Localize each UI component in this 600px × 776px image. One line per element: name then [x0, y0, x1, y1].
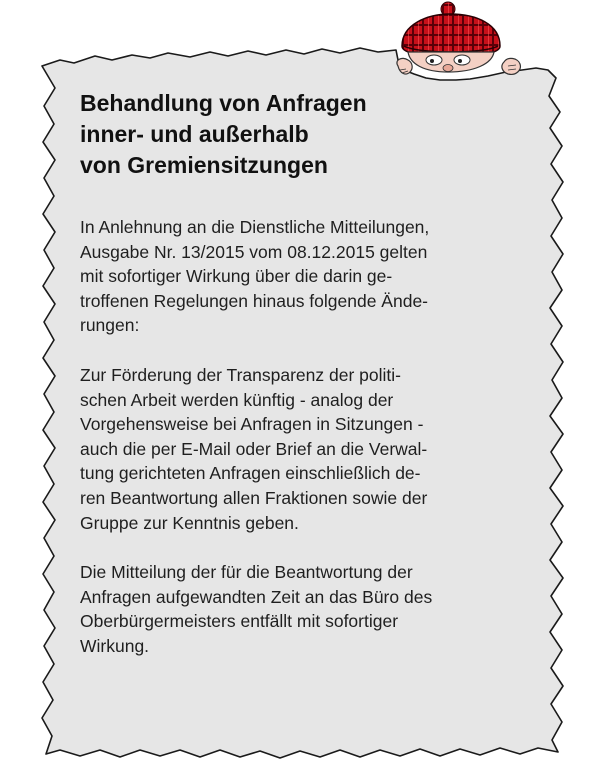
text-line: ren Beantwortung allen Fraktionen sowie der	[80, 487, 428, 508]
text-line: mit sofortiger Wirkung über die darin ge-	[80, 266, 393, 287]
text-line: Vorgehensweise bei Anfragen in Sitzungen -	[80, 414, 424, 435]
text-line: auch die per E-Mail oder Brief an die Verwal-	[80, 438, 428, 459]
text-line: Oberbürgermeisters entfällt mit sofortiger	[80, 611, 399, 632]
text-line: schen Arbeit werden künftig - analog der	[80, 389, 394, 410]
paragraph-intro	[80, 215, 560, 338]
text-line: Ausgabe Nr. 13/2015 vom 08.12.2015 gelten	[80, 241, 428, 262]
title-line: inner- und außerhalb	[80, 121, 309, 147]
text-line: Die Mitteilung der für die Beantwortung der	[80, 562, 413, 583]
text-line: Zur Förderung der Transparenz der politi-	[80, 364, 401, 385]
text-line: Gruppe zur Kenntnis geben.	[80, 512, 299, 533]
notice-title	[80, 88, 560, 181]
text-line: troffenen Regelungen hinaus folgende Ände-	[80, 290, 429, 311]
title-line: Behandlung von Anfragen	[80, 90, 367, 116]
text-line: Wirkung.	[80, 635, 150, 656]
paragraph-time-report	[80, 560, 560, 658]
text-line: Anfragen aufgewandten Zeit an das Büro des	[80, 586, 433, 607]
text-line: rungen:	[80, 315, 140, 336]
peeking-character-with-plaid-cap-icon	[388, 0, 548, 80]
title-line: von Gremiensitzungen	[80, 152, 328, 178]
text-line: tung gerichteten Anfragen einschließlich de-	[80, 463, 421, 484]
notice-content	[80, 88, 560, 684]
paragraph-transparency	[80, 363, 560, 535]
text-line: In Anlehnung an die Dienstliche Mitteilungen,	[80, 217, 430, 237]
